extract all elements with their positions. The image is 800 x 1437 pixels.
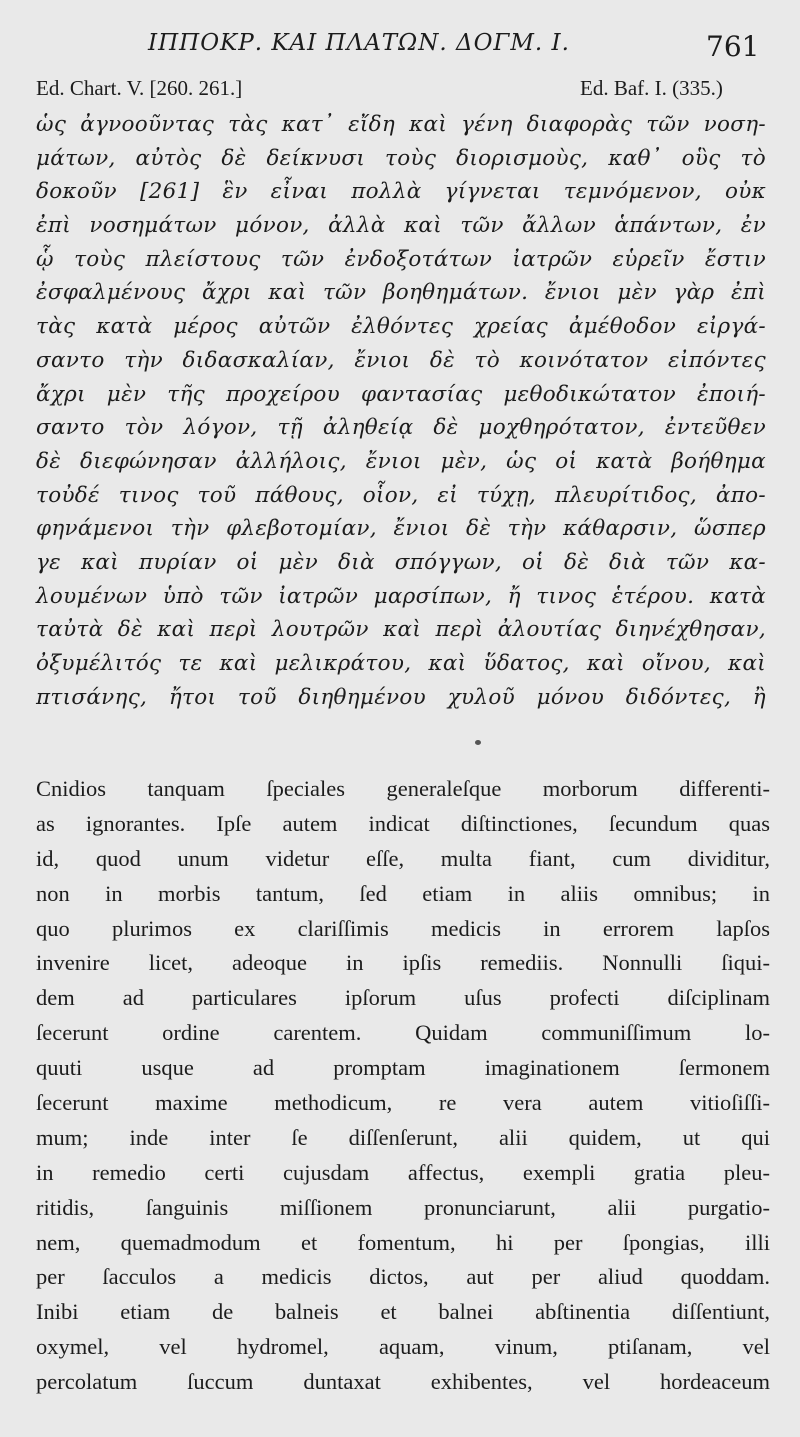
page-number: 761	[706, 30, 760, 63]
latin-line: quo plurimos ex clariſſimis medicis in errorem lapſos	[36, 915, 770, 941]
latin-line: invenire licet, adeoque in ipſis remediis. Nonnulli ſiqui-	[36, 950, 770, 976]
greek-line: φηνάμενοι τὴν φλεβοτομίαν, ἔνιοι δὲ τὴν κάθαρσιν, ὥσπερ	[36, 516, 766, 542]
greek-line: δοκοῦν [261] ἓν εἶναι πολλὰ γίγνεται τεμνόμενον, οὐκ	[36, 179, 766, 205]
greek-line: σαντο τὸν λόγον, τῇ ἀληθείᾳ δὲ μοχθηρότατον, ἐντεῦθεν	[36, 415, 766, 441]
latin-line: ritidis, ſanguinis miſſionem pronunciarunt, alii purgatio-	[36, 1194, 770, 1220]
greek-line: ταὐτὰ δὲ καὶ περὶ λουτρῶν καὶ περὶ ἀλουτίας διηνέχθησαν,	[36, 617, 766, 643]
greek-line: γε καὶ πυρίαν οἱ μὲν διὰ σπόγγων, οἱ δὲ διὰ τῶν κα-	[36, 549, 766, 575]
greek-line: ὀξυμέλιτός τε καὶ μελικράτου, καὶ ὕδατος, καὶ οἴνου, καὶ	[36, 651, 766, 676]
latin-line: nem, quemadmodum et fomentum, hi per ſpongias, illi	[36, 1229, 770, 1255]
latin-line: as ignorantes. Ipſe autem indicat diſtinctiones, ſecundum quas	[36, 810, 770, 836]
greek-line: ἐσφαλμένους ἄχρι καὶ τῶν βοηθημάτων. ἔνιοι μὲν γὰρ ἐπὶ	[36, 280, 766, 306]
latin-line: quuti usque ad promptam imaginationem ſermonem	[36, 1055, 770, 1081]
greek-text-block	[36, 108, 766, 714]
greek-line: τοὐδέ τινος τοῦ πάθους, οἷον, εἰ τύχῃ, πλευρίτιδος, ἀπο-	[36, 482, 766, 508]
greek-line: πτισάνης, ἤτοι τοῦ διηθημένου χυλοῦ μόνου διδόντες, ἢ	[36, 684, 766, 710]
greek-line: ἐπὶ νοσημάτων μόνον, ἀλλὰ καὶ τῶν ἄλλων ἁπάντων, ἐν	[36, 213, 766, 239]
latin-line: Inibi etiam de balneis et balnei abſtinentia diſſentiunt,	[36, 1299, 770, 1325]
latin-line: Cnidios tanquam ſpeciales generaleſque morborum differenti-	[36, 776, 770, 801]
latin-line: per ſacculos a medicis dictos, aut per aliud quoddam.	[36, 1264, 770, 1290]
greek-line: σαντο τὴν διδασκαλίαν, ἔνιοι δὲ τὸ κοινότατον εἰπόντες	[36, 347, 766, 373]
latin-line: in remedio certi cujusdam affectus, exempli gratia pleu-	[36, 1159, 770, 1185]
edition-basel: Ed. Baf. I. (335.)	[580, 76, 723, 100]
greek-line: τὰς κατὰ μέρος αὐτῶν ἐλθόντες χρείας ἀμέθοδον εἰργά-	[36, 314, 766, 340]
running-title: ΙΠΠΟΚΡ. ΚΑΙ ΠΛΑΤΩΝ. ΔΟΓΜ. Ι.	[148, 30, 570, 56]
latin-line: ſecerunt maxime methodicum, re vera autem vitioſiſſi-	[36, 1090, 770, 1116]
edition-chartier: Ed. Chart. V. [260. 261.]	[36, 76, 243, 100]
running-head	[0, 28, 800, 68]
latin-line: dem ad particulares ipſorum uſus profecti diſciplinam	[36, 985, 770, 1011]
latin-line: non in morbis tantum, ſed etiam in aliis omnibus; in	[36, 880, 770, 906]
greek-line: λουμένων ὑπὸ τῶν ἰατρῶν μαρσίπων, ἤ τινος ἑτέρου. κατὰ	[36, 583, 766, 609]
latin-line: id, quod unum videtur eſſe, multa fiant, cum dividitur,	[36, 845, 770, 871]
greek-line: ὡς ἀγνοοῦντας τὰς κατ᾽ εἴδη καὶ γένη διαφορὰς τῶν νοση-	[36, 112, 766, 137]
separator-mark	[475, 740, 481, 745]
latin-line: ſecerunt ordine carentem. Quidam communiſſimum lo-	[36, 1020, 770, 1046]
latin-line: mum; inde inter ſe diſſenſerunt, alii quidem, ut qui	[36, 1124, 770, 1150]
greek-line: ἄχρι μὲν τῆς προχείρου φαντασίας μεθοδικώτατον ἐποιή-	[36, 381, 766, 407]
greek-line: ᾧ τοὺς πλείστους τῶν ἐνδοξοτάτων ἰατρῶν εὑρεῖν ἔστιν	[36, 246, 766, 272]
latin-line: percolatum ſuccum duntaxat exhibentes, vel hordeaceum	[36, 1369, 770, 1395]
greek-line: δὲ διεφώνησαν ἀλλήλοις, ἔνιοι μὲν, ὡς οἱ κατὰ βοήθημα	[36, 448, 766, 474]
latin-text-block	[36, 772, 770, 1400]
greek-line: μάτων, αὐτὸς δὲ δείκνυσι τοὺς διορισμοὺς, καθ᾽ οὓς τὸ	[36, 145, 766, 171]
latin-line: oxymel, vel hydromel, aquam, vinum, ptiſanam, vel	[36, 1334, 770, 1360]
